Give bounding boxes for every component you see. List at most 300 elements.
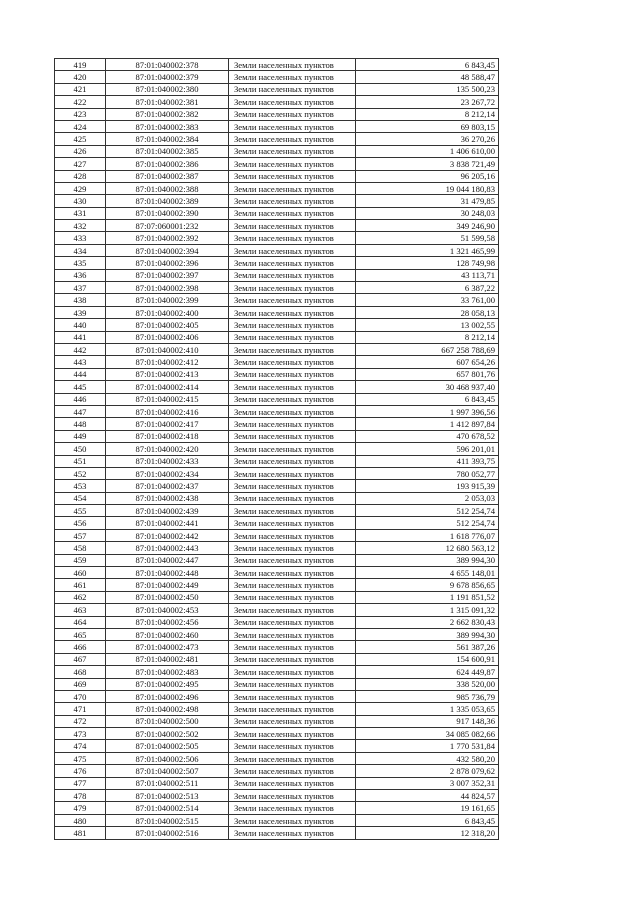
cadastral-number-cell: 87:01:040002:412: [106, 356, 229, 368]
cadastral-value-cell: 1 321 465,99: [356, 244, 499, 256]
cadastral-value-cell: 12 680 563,12: [356, 542, 499, 554]
land-category-cell: Земли населенных пунктов: [229, 467, 356, 479]
land-category-cell: Земли населенных пунктов: [229, 604, 356, 616]
cadastral-number-cell: 87:01:040002:415: [106, 393, 229, 405]
table-row: [55, 294, 499, 306]
cadastral-number-cell: 87:01:040002:400: [106, 306, 229, 318]
cadastral-value-cell: 2 878 079,62: [356, 765, 499, 777]
land-category-cell: Земли населенных пунктов: [229, 492, 356, 504]
table-row: [55, 381, 499, 393]
row-number-cell: 458: [55, 542, 106, 554]
row-number-cell: 450: [55, 443, 106, 455]
land-category-cell: Земли населенных пунктов: [229, 71, 356, 83]
table-row: [55, 467, 499, 479]
row-number-cell: 470: [55, 690, 106, 702]
row-number-cell: 461: [55, 579, 106, 591]
cadastral-value-cell: 338 520,00: [356, 678, 499, 690]
row-number-cell: 479: [55, 802, 106, 814]
cadastral-number-cell: 87:01:040002:460: [106, 628, 229, 640]
row-number-cell: 466: [55, 641, 106, 653]
cadastral-value-cell: 30 468 937,40: [356, 381, 499, 393]
table-row: [55, 405, 499, 417]
cadastral-number-cell: 87:01:040002:443: [106, 542, 229, 554]
land-category-cell: Земли населенных пунктов: [229, 505, 356, 517]
row-number-cell: 432: [55, 220, 106, 232]
cadastral-number-cell: 87:01:040002:413: [106, 368, 229, 380]
cadastral-number-cell: 87:01:040002:399: [106, 294, 229, 306]
row-number-cell: 423: [55, 108, 106, 120]
cadastral-number-cell: 87:01:040002:437: [106, 480, 229, 492]
cadastral-value-cell: 512 254,74: [356, 517, 499, 529]
land-category-cell: Земли населенных пунктов: [229, 554, 356, 566]
land-category-cell: Земли населенных пунктов: [229, 244, 356, 256]
table-row: [55, 480, 499, 492]
land-category-cell: Земли населенных пунктов: [229, 777, 356, 789]
cadastral-value-cell: 154 600,91: [356, 653, 499, 665]
table-row: [55, 269, 499, 281]
land-category-cell: Земли населенных пунктов: [229, 207, 356, 219]
cadastral-value-cell: 1 618 776,07: [356, 529, 499, 541]
table-row: [55, 492, 499, 504]
cadastral-number-cell: 87:01:040002:500: [106, 715, 229, 727]
cadastral-number-cell: 87:01:040002:387: [106, 170, 229, 182]
cadastral-number-cell: 87:01:040002:397: [106, 269, 229, 281]
cadastral-value-cell: 985 736,79: [356, 690, 499, 702]
cadastral-number-cell: 87:01:040002:434: [106, 467, 229, 479]
cadastral-value-cell: 31 479,85: [356, 195, 499, 207]
cadastral-value-cell: 3 007 352,31: [356, 777, 499, 789]
land-category-cell: Земли населенных пунктов: [229, 480, 356, 492]
row-number-cell: 469: [55, 678, 106, 690]
cadastral-value-cell: 1 412 897,84: [356, 418, 499, 430]
cadastral-value-cell: 6 843,45: [356, 59, 499, 71]
row-number-cell: 430: [55, 195, 106, 207]
table-row: [55, 282, 499, 294]
cadastral-value-cell: 48 588,47: [356, 71, 499, 83]
cadastral-number-cell: 87:01:040002:388: [106, 182, 229, 194]
row-number-cell: 456: [55, 517, 106, 529]
cadastral-number-cell: 87:01:040002:385: [106, 145, 229, 157]
cadastral-value-cell: 1 315 091,32: [356, 604, 499, 616]
land-category-cell: Земли населенных пунктов: [229, 765, 356, 777]
cadastral-number-cell: 87:01:040002:417: [106, 418, 229, 430]
land-category-cell: Земли населенных пунктов: [229, 257, 356, 269]
land-category-cell: Земли населенных пунктов: [229, 666, 356, 678]
cadastral-value-cell: 561 387,26: [356, 641, 499, 653]
land-category-cell: Земли населенных пунктов: [229, 703, 356, 715]
cadastral-number-cell: 87:01:040002:384: [106, 133, 229, 145]
row-number-cell: 440: [55, 319, 106, 331]
land-category-cell: Земли населенных пунктов: [229, 740, 356, 752]
table-row: [55, 790, 499, 802]
row-number-cell: 438: [55, 294, 106, 306]
cadastral-value-cell: 624 449,87: [356, 666, 499, 678]
cadastral-value-cell: 6 387,22: [356, 282, 499, 294]
row-number-cell: 424: [55, 120, 106, 132]
cadastral-number-cell: 87:01:040002:449: [106, 579, 229, 591]
table-row: [55, 802, 499, 814]
table-row: [55, 777, 499, 789]
land-category-cell: Земли населенных пунктов: [229, 133, 356, 145]
table-row: [55, 728, 499, 740]
cadastral-number-cell: 87:01:040002:416: [106, 405, 229, 417]
cadastral-number-cell: 87:01:040002:498: [106, 703, 229, 715]
cadastral-number-cell: 87:01:040002:473: [106, 641, 229, 653]
cadastral-number-cell: 87:01:040002:379: [106, 71, 229, 83]
row-number-cell: 419: [55, 59, 106, 71]
land-category-cell: Земли населенных пунктов: [229, 182, 356, 194]
cadastral-number-cell: 87:01:040002:383: [106, 120, 229, 132]
table-row: [55, 108, 499, 120]
land-category-cell: Земли населенных пунктов: [229, 455, 356, 467]
cadastral-value-cell: 432 580,20: [356, 752, 499, 764]
cadastral-table: [54, 58, 499, 840]
cadastral-number-cell: 87:01:040002:507: [106, 765, 229, 777]
land-category-cell: Земли населенных пунктов: [229, 368, 356, 380]
cadastral-number-cell: 87:01:040002:502: [106, 728, 229, 740]
row-number-cell: 428: [55, 170, 106, 182]
table-row: [55, 517, 499, 529]
cadastral-number-cell: 87:01:040002:414: [106, 381, 229, 393]
land-category-cell: Земли населенных пунктов: [229, 678, 356, 690]
table-row: [55, 542, 499, 554]
row-number-cell: 476: [55, 765, 106, 777]
land-category-cell: Земли населенных пунктов: [229, 96, 356, 108]
land-category-cell: Земли населенных пунктов: [229, 145, 356, 157]
row-number-cell: 465: [55, 628, 106, 640]
table-row: [55, 641, 499, 653]
table-row: [55, 145, 499, 157]
cadastral-value-cell: 1 191 851,52: [356, 591, 499, 603]
cadastral-number-cell: 87:01:040002:433: [106, 455, 229, 467]
land-category-cell: Земли населенных пунктов: [229, 715, 356, 727]
row-number-cell: 445: [55, 381, 106, 393]
row-number-cell: 463: [55, 604, 106, 616]
row-number-cell: 478: [55, 790, 106, 802]
table-row: [55, 368, 499, 380]
row-number-cell: 444: [55, 368, 106, 380]
row-number-cell: 467: [55, 653, 106, 665]
cadastral-number-cell: 87:01:040002:496: [106, 690, 229, 702]
table-row: [55, 195, 499, 207]
table-row: [55, 690, 499, 702]
table-row: [55, 232, 499, 244]
land-category-cell: Земли населенных пунктов: [229, 628, 356, 640]
cadastral-value-cell: 1 997 396,56: [356, 405, 499, 417]
row-number-cell: 421: [55, 83, 106, 95]
land-category-cell: Земли населенных пунктов: [229, 430, 356, 442]
table-row: [55, 666, 499, 678]
table-row: [55, 443, 499, 455]
land-category-cell: Земли населенных пунктов: [229, 542, 356, 554]
cadastral-number-cell: 87:01:040002:386: [106, 158, 229, 170]
table-row: [55, 244, 499, 256]
table-row: [55, 430, 499, 442]
cadastral-number-cell: 87:01:040002:389: [106, 195, 229, 207]
cadastral-value-cell: 389 994,30: [356, 554, 499, 566]
row-number-cell: 443: [55, 356, 106, 368]
cadastral-number-cell: 87:01:040002:406: [106, 331, 229, 343]
row-number-cell: 429: [55, 182, 106, 194]
row-number-cell: 475: [55, 752, 106, 764]
table-row: [55, 740, 499, 752]
cadastral-value-cell: 657 801,76: [356, 368, 499, 380]
cadastral-value-cell: 512 254,74: [356, 505, 499, 517]
row-number-cell: 462: [55, 591, 106, 603]
cadastral-value-cell: 19 161,65: [356, 802, 499, 814]
table-row: [55, 604, 499, 616]
cadastral-value-cell: 33 761,00: [356, 294, 499, 306]
land-category-cell: Земли населенных пунктов: [229, 120, 356, 132]
cadastral-value-cell: 28 058,13: [356, 306, 499, 318]
cadastral-value-cell: 1 406 610,00: [356, 145, 499, 157]
table-row: [55, 220, 499, 232]
cadastral-value-cell: 2 662 830,43: [356, 616, 499, 628]
land-category-cell: Земли населенных пунктов: [229, 381, 356, 393]
cadastral-number-cell: 87:01:040002:381: [106, 96, 229, 108]
cadastral-value-cell: 13 002,55: [356, 319, 499, 331]
cadastral-number-cell: 87:01:040002:456: [106, 616, 229, 628]
row-number-cell: 448: [55, 418, 106, 430]
land-category-cell: Земли населенных пунктов: [229, 282, 356, 294]
cadastral-number-cell: 87:01:040002:438: [106, 492, 229, 504]
row-number-cell: 460: [55, 567, 106, 579]
table-row: [55, 628, 499, 640]
cadastral-number-cell: 87:01:040002:453: [106, 604, 229, 616]
land-category-cell: Земли населенных пунктов: [229, 529, 356, 541]
table-row: [55, 393, 499, 405]
land-category-cell: Земли населенных пунктов: [229, 232, 356, 244]
row-number-cell: 420: [55, 71, 106, 83]
row-number-cell: 451: [55, 455, 106, 467]
row-number-cell: 455: [55, 505, 106, 517]
cadastral-value-cell: 44 824,57: [356, 790, 499, 802]
land-category-cell: Земли населенных пунктов: [229, 517, 356, 529]
table-row: [55, 343, 499, 355]
table-row: [55, 616, 499, 628]
cadastral-value-cell: 8 212,14: [356, 108, 499, 120]
cadastral-value-cell: 34 085 082,66: [356, 728, 499, 740]
table-row: [55, 752, 499, 764]
cadastral-number-cell: 87:01:040002:380: [106, 83, 229, 95]
land-category-cell: Земли населенных пунктов: [229, 306, 356, 318]
cadastral-number-cell: 87:01:040002:396: [106, 257, 229, 269]
cadastral-value-cell: 1 770 531,84: [356, 740, 499, 752]
row-number-cell: 436: [55, 269, 106, 281]
land-category-cell: Земли населенных пунктов: [229, 220, 356, 232]
land-category-cell: Земли населенных пунктов: [229, 195, 356, 207]
cadastral-value-cell: 69 803,15: [356, 120, 499, 132]
land-category-cell: Земли населенных пунктов: [229, 814, 356, 826]
land-category-cell: Земли населенных пунктов: [229, 802, 356, 814]
row-number-cell: 481: [55, 827, 106, 839]
table-row: [55, 455, 499, 467]
row-number-cell: 468: [55, 666, 106, 678]
table-body: [55, 59, 499, 840]
row-number-cell: 442: [55, 343, 106, 355]
cadastral-number-cell: 87:01:040002:495: [106, 678, 229, 690]
table-row: [55, 418, 499, 430]
row-number-cell: 452: [55, 467, 106, 479]
row-number-cell: 453: [55, 480, 106, 492]
cadastral-value-cell: 23 267,72: [356, 96, 499, 108]
row-number-cell: 480: [55, 814, 106, 826]
row-number-cell: 426: [55, 145, 106, 157]
cadastral-number-cell: 87:01:040002:448: [106, 567, 229, 579]
row-number-cell: 441: [55, 331, 106, 343]
cadastral-value-cell: 4 655 148,01: [356, 567, 499, 579]
land-category-cell: Земли населенных пунктов: [229, 331, 356, 343]
cadastral-value-cell: 596 201,01: [356, 443, 499, 455]
table-row: [55, 182, 499, 194]
table-row: [55, 554, 499, 566]
land-category-cell: Земли населенных пунктов: [229, 269, 356, 281]
cadastral-number-cell: 87:01:040002:505: [106, 740, 229, 752]
table-row: [55, 257, 499, 269]
row-number-cell: 427: [55, 158, 106, 170]
row-number-cell: 431: [55, 207, 106, 219]
land-category-cell: Земли населенных пунктов: [229, 108, 356, 120]
cadastral-value-cell: 411 393,75: [356, 455, 499, 467]
cadastral-number-cell: 87:01:040002:481: [106, 653, 229, 665]
cadastral-number-cell: 87:01:040002:382: [106, 108, 229, 120]
row-number-cell: 477: [55, 777, 106, 789]
row-number-cell: 422: [55, 96, 106, 108]
cadastral-value-cell: 6 843,45: [356, 814, 499, 826]
table-row: [55, 653, 499, 665]
land-category-cell: Земли населенных пунктов: [229, 343, 356, 355]
land-category-cell: Земли населенных пунктов: [229, 616, 356, 628]
table-row: [55, 827, 499, 839]
row-number-cell: 471: [55, 703, 106, 715]
row-number-cell: 474: [55, 740, 106, 752]
table-row: [55, 59, 499, 71]
cadastral-value-cell: 128 749,98: [356, 257, 499, 269]
land-category-cell: Земли населенных пунктов: [229, 83, 356, 95]
cadastral-value-cell: 780 052,77: [356, 467, 499, 479]
cadastral-value-cell: 667 258 788,69: [356, 343, 499, 355]
table-row: [55, 83, 499, 95]
table-row: [55, 579, 499, 591]
cadastral-number-cell: 87:01:040002:441: [106, 517, 229, 529]
row-number-cell: 457: [55, 529, 106, 541]
cadastral-number-cell: 87:07:060001:232: [106, 220, 229, 232]
cadastral-value-cell: 3 838 721,49: [356, 158, 499, 170]
cadastral-value-cell: 917 148,36: [356, 715, 499, 727]
cadastral-number-cell: 87:01:040002:447: [106, 554, 229, 566]
table-row: [55, 591, 499, 603]
table-row: [55, 158, 499, 170]
land-category-cell: Земли населенных пунктов: [229, 690, 356, 702]
row-number-cell: 433: [55, 232, 106, 244]
cadastral-value-cell: 389 994,30: [356, 628, 499, 640]
cadastral-number-cell: 87:01:040002:442: [106, 529, 229, 541]
cadastral-value-cell: 30 248,03: [356, 207, 499, 219]
table-row: [55, 567, 499, 579]
cadastral-number-cell: 87:01:040002:378: [106, 59, 229, 71]
cadastral-number-cell: 87:01:040002:516: [106, 827, 229, 839]
land-category-cell: Земли населенных пунктов: [229, 443, 356, 455]
land-category-cell: Земли населенных пунктов: [229, 653, 356, 665]
cadastral-number-cell: 87:01:040002:483: [106, 666, 229, 678]
land-category-cell: Земли населенных пунктов: [229, 591, 356, 603]
table-row: [55, 703, 499, 715]
land-category-cell: Земли населенных пунктов: [229, 418, 356, 430]
cadastral-number-cell: 87:01:040002:420: [106, 443, 229, 455]
land-category-cell: Земли населенных пунктов: [229, 356, 356, 368]
cadastral-number-cell: 87:01:040002:511: [106, 777, 229, 789]
cadastral-value-cell: 9 678 856,65: [356, 579, 499, 591]
row-number-cell: 435: [55, 257, 106, 269]
table-row: [55, 319, 499, 331]
cadastral-value-cell: 43 113,71: [356, 269, 499, 281]
land-category-cell: Земли населенных пунктов: [229, 641, 356, 653]
cadastral-value-cell: 51 599,58: [356, 232, 499, 244]
land-category-cell: Земли населенных пунктов: [229, 319, 356, 331]
table-row: [55, 207, 499, 219]
cadastral-number-cell: 87:01:040002:398: [106, 282, 229, 294]
row-number-cell: 439: [55, 306, 106, 318]
cadastral-value-cell: 8 212,14: [356, 331, 499, 343]
cadastral-value-cell: 470 678,52: [356, 430, 499, 442]
table-row: [55, 331, 499, 343]
cadastral-value-cell: 1 335 053,65: [356, 703, 499, 715]
land-category-cell: Земли населенных пунктов: [229, 728, 356, 740]
cadastral-number-cell: 87:01:040002:439: [106, 505, 229, 517]
land-category-cell: Земли населенных пунктов: [229, 827, 356, 839]
cadastral-number-cell: 87:01:040002:405: [106, 319, 229, 331]
table-row: [55, 306, 499, 318]
row-number-cell: 459: [55, 554, 106, 566]
cadastral-number-cell: 87:01:040002:410: [106, 343, 229, 355]
cadastral-number-cell: 87:01:040002:418: [106, 430, 229, 442]
row-number-cell: 472: [55, 715, 106, 727]
row-number-cell: 446: [55, 393, 106, 405]
land-category-cell: Земли населенных пунктов: [229, 405, 356, 417]
land-category-cell: Земли населенных пунктов: [229, 294, 356, 306]
row-number-cell: 447: [55, 405, 106, 417]
cadastral-number-cell: 87:01:040002:392: [106, 232, 229, 244]
land-category-cell: Земли населенных пунктов: [229, 59, 356, 71]
row-number-cell: 473: [55, 728, 106, 740]
land-category-cell: Земли населенных пунктов: [229, 393, 356, 405]
table-row: [55, 765, 499, 777]
land-category-cell: Земли населенных пунктов: [229, 752, 356, 764]
cadastral-number-cell: 87:01:040002:514: [106, 802, 229, 814]
cadastral-value-cell: 2 053,03: [356, 492, 499, 504]
cadastral-number-cell: 87:01:040002:394: [106, 244, 229, 256]
row-number-cell: 434: [55, 244, 106, 256]
row-number-cell: 449: [55, 430, 106, 442]
row-number-cell: 464: [55, 616, 106, 628]
row-number-cell: 437: [55, 282, 106, 294]
land-category-cell: Земли населенных пунктов: [229, 790, 356, 802]
cadastral-number-cell: 87:01:040002:390: [106, 207, 229, 219]
table-row: [55, 71, 499, 83]
table-row: [55, 120, 499, 132]
cadastral-value-cell: 36 270,26: [356, 133, 499, 145]
cadastral-number-cell: 87:01:040002:513: [106, 790, 229, 802]
cadastral-value-cell: 19 044 180,83: [356, 182, 499, 194]
table-row: [55, 505, 499, 517]
cadastral-number-cell: 87:01:040002:450: [106, 591, 229, 603]
table-row: [55, 529, 499, 541]
cadastral-number-cell: 87:01:040002:515: [106, 814, 229, 826]
cadastral-value-cell: 12 318,20: [356, 827, 499, 839]
land-category-cell: Земли населенных пунктов: [229, 579, 356, 591]
land-category-cell: Земли населенных пунктов: [229, 158, 356, 170]
cadastral-value-cell: 607 654,26: [356, 356, 499, 368]
